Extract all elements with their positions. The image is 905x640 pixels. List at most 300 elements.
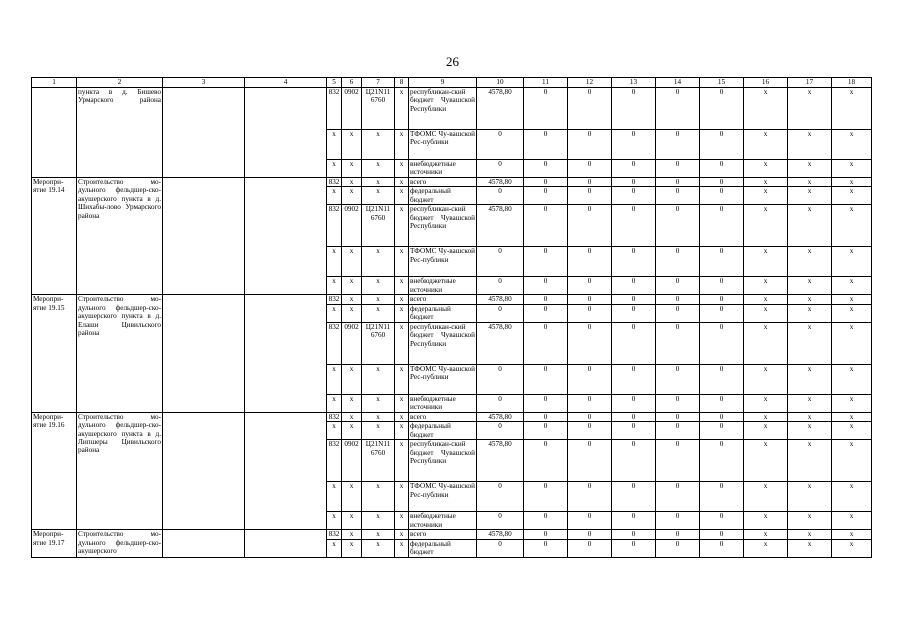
value-cell-c6: 0902	[342, 205, 362, 247]
header-cell: 5	[327, 78, 342, 88]
value-cell-c13: 0	[612, 304, 656, 322]
value-cell-c11: 0	[524, 304, 568, 322]
value-cell-c16: x	[744, 295, 788, 304]
value-cell-c18: x	[832, 205, 872, 247]
value-cell-c12: 0	[568, 187, 612, 205]
value-cell-c12: 0	[568, 422, 612, 440]
value-cell-c14: 0	[656, 160, 700, 178]
value-cell-c7: Ц21N11 6760	[362, 322, 395, 364]
value-cell-c16: x	[744, 482, 788, 512]
value-cell-c6: x	[342, 160, 362, 178]
header-cell: 9	[409, 78, 477, 88]
value-cell-c8: x	[395, 178, 409, 187]
value-cell-c10: 0	[477, 277, 524, 295]
measure-title-cell: пункта в д. Бишево Урмарского района	[77, 88, 163, 178]
value-cell-c5: x	[327, 187, 342, 205]
value-cell-c10: 4578,80	[477, 322, 524, 364]
value-cell-c8: x	[395, 422, 409, 440]
value-cell-c6: x	[342, 412, 362, 421]
value-cell-c14: 0	[656, 412, 700, 421]
value-cell-c14: 0	[656, 364, 700, 394]
header-cell: 2	[77, 78, 163, 88]
value-cell-c17: x	[788, 130, 832, 160]
value-cell-c10: 4578,80	[477, 205, 524, 247]
value-cell-c8: x	[395, 247, 409, 277]
measure-number-cell: Меропри-ятие 19.16	[32, 412, 77, 529]
value-cell-c11: 0	[524, 530, 568, 539]
value-cell-c11: 0	[524, 512, 568, 530]
measure-number-cell: Меропри-ятие 19.14	[32, 178, 77, 295]
funding-source-cell: республикан-ский бюджет Чувашской Республики	[409, 88, 477, 130]
value-cell-c13: 0	[612, 130, 656, 160]
value-cell-c14: 0	[656, 247, 700, 277]
value-cell-c6: x	[342, 295, 362, 304]
funding-source-cell: внебюджетные источники	[409, 394, 477, 412]
value-cell-c17: x	[788, 530, 832, 539]
value-cell-c7: x	[362, 247, 395, 277]
value-cell-c5: 832	[327, 530, 342, 539]
value-cell-c13: 0	[612, 187, 656, 205]
funding-source-cell: федеральный бюджет	[409, 187, 477, 205]
value-cell-c15: 0	[700, 277, 744, 295]
value-cell-c17: x	[788, 187, 832, 205]
value-cell-c12: 0	[568, 205, 612, 247]
value-cell-c7: x	[362, 512, 395, 530]
value-cell-c10: 4578,80	[477, 530, 524, 539]
header-row	[32, 78, 872, 88]
value-cell-c13: 0	[612, 412, 656, 421]
value-cell-c16: x	[744, 277, 788, 295]
header-cell: 7	[362, 78, 395, 88]
value-cell-c6: 0902	[342, 88, 362, 130]
value-cell-c7: x	[362, 130, 395, 160]
value-cell-c17: x	[788, 440, 832, 482]
value-cell-c11: 0	[524, 160, 568, 178]
value-cell-c12: 0	[568, 88, 612, 130]
value-cell-c15: 0	[700, 88, 744, 130]
value-cell-c8: x	[395, 88, 409, 130]
value-cell-c17: x	[788, 482, 832, 512]
value-cell-c5: x	[327, 130, 342, 160]
value-cell-c13: 0	[612, 277, 656, 295]
value-cell-c13: 0	[612, 539, 656, 557]
value-cell-c10: 0	[477, 512, 524, 530]
value-cell-c5: 832	[327, 88, 342, 130]
value-cell-c13: 0	[612, 440, 656, 482]
value-cell-c10: 0	[477, 539, 524, 557]
value-cell-c16: x	[744, 205, 788, 247]
participant-cell	[245, 178, 327, 295]
value-cell-c14: 0	[656, 422, 700, 440]
value-cell-c16: x	[744, 539, 788, 557]
value-cell-c16: x	[744, 178, 788, 187]
value-cell-c11: 0	[524, 482, 568, 512]
funding-source-cell: внебюджетные источники	[409, 160, 477, 178]
value-cell-c14: 0	[656, 205, 700, 247]
value-cell-c15: 0	[700, 440, 744, 482]
executor-cell	[163, 412, 245, 529]
value-cell-c17: x	[788, 422, 832, 440]
header-cell: 4	[245, 78, 327, 88]
funding-source-cell: всего	[409, 178, 477, 187]
value-cell-c5: x	[327, 364, 342, 394]
value-cell-c8: x	[395, 130, 409, 160]
header-cell: 8	[395, 78, 409, 88]
funding-source-cell: ТФОМС Чу-вашской Рес-публики	[409, 364, 477, 394]
value-cell-c17: x	[788, 205, 832, 247]
value-cell-c5: x	[327, 394, 342, 412]
value-cell-c7: x	[362, 178, 395, 187]
value-cell-c11: 0	[524, 130, 568, 160]
measure-number-cell	[32, 88, 77, 178]
value-cell-c13: 0	[612, 205, 656, 247]
value-cell-c18: x	[832, 364, 872, 394]
value-cell-c17: x	[788, 304, 832, 322]
value-cell-c8: x	[395, 160, 409, 178]
value-cell-c6: 0902	[342, 440, 362, 482]
value-cell-c6: x	[342, 277, 362, 295]
funding-source-cell: федеральный бюджет	[409, 422, 477, 440]
value-cell-c16: x	[744, 304, 788, 322]
value-cell-c11: 0	[524, 440, 568, 482]
funding-source-cell: ТФОМС Чу-вашской Рес-публики	[409, 247, 477, 277]
value-cell-c10: 0	[477, 482, 524, 512]
value-cell-c5: 832	[327, 440, 342, 482]
value-cell-c6: x	[342, 482, 362, 512]
value-cell-c15: 0	[700, 530, 744, 539]
value-cell-c11: 0	[524, 88, 568, 130]
value-cell-c7: Ц21N11 6760	[362, 440, 395, 482]
value-cell-c5: x	[327, 539, 342, 557]
value-cell-c6: x	[342, 187, 362, 205]
value-cell-c13: 0	[612, 160, 656, 178]
value-cell-c6: x	[342, 178, 362, 187]
value-cell-c14: 0	[656, 322, 700, 364]
value-cell-c16: x	[744, 130, 788, 160]
value-cell-c6: x	[342, 422, 362, 440]
header-cell: 15	[700, 78, 744, 88]
value-cell-c5: x	[327, 277, 342, 295]
value-cell-c15: 0	[700, 412, 744, 421]
value-cell-c7: Ц21N11 6760	[362, 205, 395, 247]
value-cell-c16: x	[744, 512, 788, 530]
value-cell-c8: x	[395, 440, 409, 482]
value-cell-c14: 0	[656, 440, 700, 482]
table-row	[32, 295, 872, 304]
funding-source-cell: ТФОМС Чу-вашской Рес-публики	[409, 482, 477, 512]
value-cell-c15: 0	[700, 178, 744, 187]
value-cell-c17: x	[788, 88, 832, 130]
value-cell-c8: x	[395, 295, 409, 304]
value-cell-c16: x	[744, 88, 788, 130]
value-cell-c16: x	[744, 322, 788, 364]
value-cell-c8: x	[395, 205, 409, 247]
value-cell-c14: 0	[656, 295, 700, 304]
value-cell-c12: 0	[568, 530, 612, 539]
funding-source-cell: ТФОМС Чу-вашской Рес-публики	[409, 130, 477, 160]
value-cell-c5: x	[327, 512, 342, 530]
value-cell-c14: 0	[656, 530, 700, 539]
value-cell-c13: 0	[612, 422, 656, 440]
value-cell-c11: 0	[524, 187, 568, 205]
value-cell-c18: x	[832, 530, 872, 539]
value-cell-c18: x	[832, 304, 872, 322]
measure-number-cell: Меропри-ятие 19.17	[32, 530, 77, 557]
value-cell-c14: 0	[656, 178, 700, 187]
value-cell-c11: 0	[524, 422, 568, 440]
participant-cell	[245, 295, 327, 412]
header-cell: 10	[477, 78, 524, 88]
header-cell: 13	[612, 78, 656, 88]
header-cell: 11	[524, 78, 568, 88]
header-cell: 6	[342, 78, 362, 88]
value-cell-c14: 0	[656, 512, 700, 530]
value-cell-c11: 0	[524, 205, 568, 247]
value-cell-c10: 0	[477, 364, 524, 394]
measure-title-cell: Строительство мо-дульного фельдшер-ско-акушерского пункта в д. Елаши Цивильского района	[77, 295, 163, 412]
value-cell-c18: x	[832, 322, 872, 364]
value-cell-c7: Ц21N11 6760	[362, 88, 395, 130]
funding-source-cell: всего	[409, 412, 477, 421]
value-cell-c10: 0	[477, 394, 524, 412]
funding-source-cell: всего	[409, 295, 477, 304]
header-cell: 16	[744, 78, 788, 88]
value-cell-c14: 0	[656, 277, 700, 295]
value-cell-c12: 0	[568, 394, 612, 412]
value-cell-c7: x	[362, 539, 395, 557]
executor-cell	[163, 295, 245, 412]
value-cell-c8: x	[395, 482, 409, 512]
value-cell-c16: x	[744, 247, 788, 277]
value-cell-c18: x	[832, 539, 872, 557]
value-cell-c5: 832	[327, 205, 342, 247]
value-cell-c5: 832	[327, 412, 342, 421]
value-cell-c16: x	[744, 187, 788, 205]
value-cell-c6: x	[342, 130, 362, 160]
value-cell-c8: x	[395, 412, 409, 421]
value-cell-c5: x	[327, 422, 342, 440]
value-cell-c15: 0	[700, 482, 744, 512]
value-cell-c17: x	[788, 412, 832, 421]
value-cell-c16: x	[744, 422, 788, 440]
value-cell-c17: x	[788, 160, 832, 178]
value-cell-c10: 0	[477, 247, 524, 277]
value-cell-c5: 832	[327, 322, 342, 364]
value-cell-c10: 4578,80	[477, 440, 524, 482]
page-number: 26	[446, 54, 459, 69]
value-cell-c13: 0	[612, 530, 656, 539]
value-cell-c13: 0	[612, 482, 656, 512]
value-cell-c17: x	[788, 364, 832, 394]
budget-table	[31, 77, 872, 558]
value-cell-c6: x	[342, 364, 362, 394]
value-cell-c18: x	[832, 412, 872, 421]
value-cell-c17: x	[788, 178, 832, 187]
value-cell-c12: 0	[568, 130, 612, 160]
value-cell-c6: x	[342, 247, 362, 277]
value-cell-c14: 0	[656, 482, 700, 512]
value-cell-c18: x	[832, 277, 872, 295]
header-cell: 12	[568, 78, 612, 88]
value-cell-c7: x	[362, 304, 395, 322]
value-cell-c17: x	[788, 394, 832, 412]
value-cell-c15: 0	[700, 512, 744, 530]
value-cell-c15: 0	[700, 295, 744, 304]
value-cell-c17: x	[788, 512, 832, 530]
funding-source-cell: федеральный бюджет	[409, 304, 477, 322]
funding-source-cell: республикан-ский бюджет Чувашской Республики	[409, 322, 477, 364]
value-cell-c17: x	[788, 247, 832, 277]
value-cell-c16: x	[744, 364, 788, 394]
value-cell-c15: 0	[700, 539, 744, 557]
value-cell-c13: 0	[612, 88, 656, 130]
value-cell-c5: 832	[327, 178, 342, 187]
value-cell-c7: x	[362, 295, 395, 304]
value-cell-c14: 0	[656, 304, 700, 322]
value-cell-c8: x	[395, 187, 409, 205]
measure-number-cell: Меропри-ятие 19.15	[32, 295, 77, 412]
value-cell-c7: x	[362, 277, 395, 295]
value-cell-c8: x	[395, 539, 409, 557]
value-cell-c11: 0	[524, 295, 568, 304]
value-cell-c5: x	[327, 160, 342, 178]
value-cell-c12: 0	[568, 539, 612, 557]
value-cell-c13: 0	[612, 364, 656, 394]
value-cell-c18: x	[832, 394, 872, 412]
measure-title-cell: Строительство мо-дульного фельдшер-ско-акушерского	[77, 530, 163, 557]
value-cell-c8: x	[395, 304, 409, 322]
value-cell-c12: 0	[568, 412, 612, 421]
value-cell-c15: 0	[700, 394, 744, 412]
value-cell-c17: x	[788, 295, 832, 304]
value-cell-c10: 0	[477, 422, 524, 440]
value-cell-c10: 0	[477, 130, 524, 160]
value-cell-c18: x	[832, 160, 872, 178]
value-cell-c12: 0	[568, 247, 612, 277]
value-cell-c6: 0902	[342, 322, 362, 364]
header-cell: 3	[163, 78, 245, 88]
value-cell-c5: 832	[327, 295, 342, 304]
value-cell-c13: 0	[612, 178, 656, 187]
value-cell-c18: x	[832, 178, 872, 187]
participant-cell	[245, 88, 327, 178]
value-cell-c12: 0	[568, 364, 612, 394]
header-cell: 1	[32, 78, 77, 88]
measure-title-cell: Строительство мо-дульного фельдшер-ско-акушерского пункта в д. Шихабы-лово Урмарского района	[77, 178, 163, 295]
value-cell-c18: x	[832, 247, 872, 277]
value-cell-c13: 0	[612, 394, 656, 412]
value-cell-c13: 0	[612, 247, 656, 277]
value-cell-c15: 0	[700, 422, 744, 440]
value-cell-c14: 0	[656, 539, 700, 557]
participant-cell	[245, 530, 327, 557]
measure-title-cell: Строительство мо-дульного фельдшер-ско-акушерского пункта в д. Липшеры Цивильского района	[77, 412, 163, 529]
value-cell-c12: 0	[568, 178, 612, 187]
value-cell-c7: x	[362, 530, 395, 539]
value-cell-c15: 0	[700, 364, 744, 394]
value-cell-c11: 0	[524, 322, 568, 364]
value-cell-c18: x	[832, 130, 872, 160]
value-cell-c10: 0	[477, 304, 524, 322]
value-cell-c12: 0	[568, 512, 612, 530]
value-cell-c10: 4578,80	[477, 88, 524, 130]
value-cell-c7: x	[362, 364, 395, 394]
value-cell-c15: 0	[700, 247, 744, 277]
value-cell-c5: x	[327, 304, 342, 322]
executor-cell	[163, 530, 245, 557]
value-cell-c15: 0	[700, 130, 744, 160]
value-cell-c16: x	[744, 394, 788, 412]
value-cell-c8: x	[395, 277, 409, 295]
value-cell-c11: 0	[524, 247, 568, 277]
value-cell-c18: x	[832, 440, 872, 482]
value-cell-c8: x	[395, 322, 409, 364]
value-cell-c6: x	[342, 530, 362, 539]
value-cell-c11: 0	[524, 364, 568, 394]
funding-source-cell: федеральный бюджет	[409, 539, 477, 557]
value-cell-c12: 0	[568, 304, 612, 322]
value-cell-c6: x	[342, 394, 362, 412]
value-cell-c18: x	[832, 295, 872, 304]
table-row	[32, 88, 872, 130]
value-cell-c15: 0	[700, 322, 744, 364]
value-cell-c10: 4578,80	[477, 178, 524, 187]
value-cell-c7: x	[362, 412, 395, 421]
value-cell-c7: x	[362, 187, 395, 205]
table-row	[32, 178, 872, 187]
value-cell-c7: x	[362, 160, 395, 178]
value-cell-c16: x	[744, 440, 788, 482]
value-cell-c6: x	[342, 512, 362, 530]
value-cell-c10: 4578,80	[477, 295, 524, 304]
value-cell-c18: x	[832, 482, 872, 512]
executor-cell	[163, 88, 245, 178]
value-cell-c8: x	[395, 512, 409, 530]
header-cell: 14	[656, 78, 700, 88]
participant-cell	[245, 412, 327, 529]
value-cell-c10: 4578,80	[477, 412, 524, 421]
value-cell-c14: 0	[656, 187, 700, 205]
value-cell-c12: 0	[568, 277, 612, 295]
value-cell-c17: x	[788, 539, 832, 557]
value-cell-c12: 0	[568, 295, 612, 304]
value-cell-c5: x	[327, 247, 342, 277]
value-cell-c17: x	[788, 277, 832, 295]
value-cell-c8: x	[395, 364, 409, 394]
value-cell-c15: 0	[700, 160, 744, 178]
value-cell-c6: x	[342, 304, 362, 322]
value-cell-c18: x	[832, 187, 872, 205]
value-cell-c7: x	[362, 482, 395, 512]
header-cell: 18	[832, 78, 872, 88]
value-cell-c11: 0	[524, 178, 568, 187]
value-cell-c14: 0	[656, 394, 700, 412]
value-cell-c12: 0	[568, 440, 612, 482]
value-cell-c12: 0	[568, 482, 612, 512]
funding-source-cell: внебюджетные источники	[409, 277, 477, 295]
value-cell-c10: 0	[477, 160, 524, 178]
value-cell-c8: x	[395, 530, 409, 539]
value-cell-c15: 0	[700, 187, 744, 205]
value-cell-c18: x	[832, 512, 872, 530]
value-cell-c13: 0	[612, 295, 656, 304]
value-cell-c18: x	[832, 88, 872, 130]
funding-source-cell: всего	[409, 530, 477, 539]
value-cell-c12: 0	[568, 160, 612, 178]
executor-cell	[163, 178, 245, 295]
value-cell-c16: x	[744, 530, 788, 539]
table-body	[32, 78, 872, 558]
